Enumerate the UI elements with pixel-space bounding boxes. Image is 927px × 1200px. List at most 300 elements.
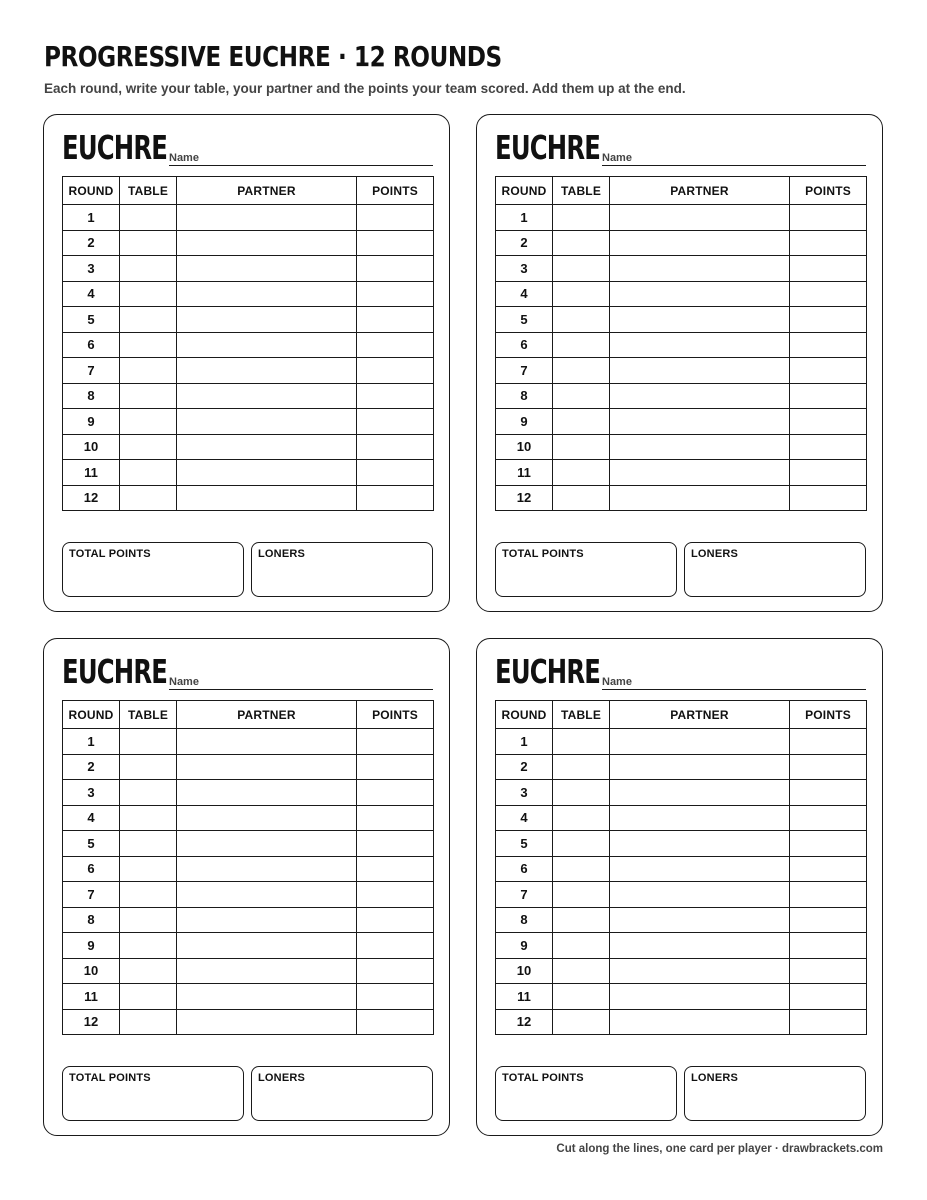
card-title: EUCHRE: [62, 652, 168, 691]
round-number: 9: [496, 933, 553, 959]
column-header-points: POINTS: [790, 177, 867, 205]
column-header-partner: PARTNER: [177, 701, 357, 729]
round-row: [63, 805, 434, 831]
partner-cell[interactable]: [610, 1009, 790, 1035]
partner-cell[interactable]: [177, 754, 357, 780]
table-cell[interactable]: [553, 754, 610, 780]
total-points-label: TOTAL POINTS: [69, 1072, 151, 1084]
score-card: [43, 638, 450, 1136]
points-cell[interactable]: [790, 358, 867, 384]
table-cell[interactable]: [553, 434, 610, 460]
points-cell[interactable]: [357, 780, 434, 806]
table-cell[interactable]: [553, 958, 610, 984]
points-cell[interactable]: [357, 434, 434, 460]
points-cell[interactable]: [357, 805, 434, 831]
table-cell[interactable]: [553, 383, 610, 409]
partner-cell[interactable]: [177, 281, 357, 307]
partner-cell[interactable]: [177, 1009, 357, 1035]
round-number: 5: [63, 831, 120, 857]
partner-cell[interactable]: [610, 754, 790, 780]
round-number: 10: [496, 434, 553, 460]
points-cell[interactable]: [357, 729, 434, 755]
table-cell[interactable]: [120, 485, 177, 511]
points-cell[interactable]: [790, 332, 867, 358]
points-cell[interactable]: [790, 434, 867, 460]
round-row: [63, 907, 434, 933]
partner-cell[interactable]: [610, 205, 790, 231]
partner-cell[interactable]: [177, 729, 357, 755]
column-header-table: TABLE: [120, 701, 177, 729]
round-number: 5: [496, 307, 553, 333]
table-cell[interactable]: [553, 882, 610, 908]
round-row: [63, 882, 434, 908]
round-row: [496, 958, 867, 984]
round-row: [496, 230, 867, 256]
loners-box[interactable]: [251, 1066, 433, 1121]
partner-cell[interactable]: [610, 460, 790, 486]
table-cell[interactable]: [553, 1009, 610, 1035]
partner-cell[interactable]: [610, 409, 790, 435]
round-number: 3: [63, 780, 120, 806]
round-number: 3: [63, 256, 120, 282]
round-number: 10: [63, 958, 120, 984]
points-cell[interactable]: [790, 882, 867, 908]
round-number: 5: [63, 307, 120, 333]
points-cell[interactable]: [357, 460, 434, 486]
loners-box[interactable]: [251, 542, 433, 597]
card-title: EUCHRE: [495, 128, 601, 167]
total-points-label: TOTAL POINTS: [502, 1072, 584, 1084]
round-row: [63, 780, 434, 806]
round-row: [496, 882, 867, 908]
table-cell[interactable]: [120, 1009, 177, 1035]
round-row: [496, 780, 867, 806]
round-row: [496, 754, 867, 780]
round-row: [496, 383, 867, 409]
total-points-box[interactable]: [495, 1066, 677, 1121]
table-cell[interactable]: [553, 307, 610, 333]
table-cell[interactable]: [120, 332, 177, 358]
round-row: [63, 383, 434, 409]
table-cell[interactable]: [120, 230, 177, 256]
round-row: [496, 907, 867, 933]
round-number: 12: [496, 1009, 553, 1035]
round-number: 1: [63, 729, 120, 755]
loners-label: LONERS: [691, 548, 739, 560]
round-number: 8: [63, 907, 120, 933]
partner-cell[interactable]: [177, 230, 357, 256]
table-cell[interactable]: [553, 780, 610, 806]
round-row: [63, 409, 434, 435]
table-cell[interactable]: [120, 281, 177, 307]
round-row: [63, 307, 434, 333]
round-row: [496, 831, 867, 857]
points-cell[interactable]: [357, 358, 434, 384]
round-row: [496, 805, 867, 831]
round-row: [496, 485, 867, 511]
table-cell[interactable]: [553, 805, 610, 831]
round-number: 8: [496, 383, 553, 409]
round-row: [63, 984, 434, 1010]
round-row: [63, 754, 434, 780]
round-row: [63, 256, 434, 282]
card-header: [495, 129, 866, 165]
points-cell[interactable]: [790, 485, 867, 511]
points-cell[interactable]: [357, 831, 434, 857]
round-row: [63, 1009, 434, 1035]
partner-cell[interactable]: [177, 256, 357, 282]
partner-cell[interactable]: [177, 933, 357, 959]
column-header-round: ROUND: [496, 177, 553, 205]
partner-cell[interactable]: [610, 933, 790, 959]
name-field[interactable]: [169, 147, 433, 166]
points-cell[interactable]: [790, 958, 867, 984]
points-cell[interactable]: [357, 230, 434, 256]
round-number: 4: [496, 805, 553, 831]
table-cell[interactable]: [120, 383, 177, 409]
round-row: [496, 460, 867, 486]
partner-cell[interactable]: [610, 805, 790, 831]
round-number: 2: [496, 230, 553, 256]
table-cell[interactable]: [120, 409, 177, 435]
round-row: [63, 856, 434, 882]
footer-note: Cut along the lines, one card per player · drawbrackets.com: [556, 1143, 883, 1155]
partner-cell[interactable]: [177, 984, 357, 1010]
points-cell[interactable]: [790, 383, 867, 409]
table-cell[interactable]: [120, 958, 177, 984]
round-row: [496, 256, 867, 282]
table-cell[interactable]: [120, 729, 177, 755]
table-cell[interactable]: [120, 907, 177, 933]
round-number: 9: [63, 409, 120, 435]
partner-cell[interactable]: [610, 281, 790, 307]
round-number: 7: [63, 358, 120, 384]
loners-label: LONERS: [258, 1072, 306, 1084]
partner-cell[interactable]: [610, 958, 790, 984]
points-cell[interactable]: [790, 984, 867, 1010]
round-number: 11: [63, 460, 120, 486]
total-points-box[interactable]: [495, 542, 677, 597]
partner-cell[interactable]: [177, 460, 357, 486]
table-cell[interactable]: [120, 856, 177, 882]
column-header-round: ROUND: [63, 177, 120, 205]
round-row: [63, 230, 434, 256]
round-row: [496, 307, 867, 333]
points-cell[interactable]: [790, 805, 867, 831]
table-cell[interactable]: [553, 460, 610, 486]
score-card: [476, 114, 883, 612]
loners-box[interactable]: [684, 1066, 866, 1121]
score-card: [43, 114, 450, 612]
partner-cell[interactable]: [177, 856, 357, 882]
partner-cell[interactable]: [610, 856, 790, 882]
table-cell[interactable]: [553, 409, 610, 435]
table-cell[interactable]: [120, 984, 177, 1010]
table-cell[interactable]: [553, 831, 610, 857]
round-row: [63, 729, 434, 755]
score-table: [62, 700, 434, 1035]
points-cell[interactable]: [357, 332, 434, 358]
table-cell[interactable]: [553, 230, 610, 256]
table-cell[interactable]: [553, 856, 610, 882]
column-header-table: TABLE: [553, 177, 610, 205]
round-number: 4: [496, 281, 553, 307]
round-number: 5: [496, 831, 553, 857]
points-cell[interactable]: [357, 281, 434, 307]
partner-cell[interactable]: [610, 485, 790, 511]
name-label: Name: [602, 676, 632, 688]
partner-cell[interactable]: [177, 434, 357, 460]
round-number: 6: [496, 856, 553, 882]
score-card: [476, 638, 883, 1136]
round-number: 1: [496, 205, 553, 231]
table-cell[interactable]: [120, 754, 177, 780]
round-row: [496, 434, 867, 460]
points-cell[interactable]: [357, 856, 434, 882]
table-cell[interactable]: [553, 729, 610, 755]
points-cell[interactable]: [790, 780, 867, 806]
round-number: 2: [496, 754, 553, 780]
round-number: 2: [63, 754, 120, 780]
name-field[interactable]: [602, 671, 866, 690]
partner-cell[interactable]: [177, 409, 357, 435]
round-row: [496, 332, 867, 358]
points-cell[interactable]: [357, 1009, 434, 1035]
table-cell[interactable]: [120, 831, 177, 857]
round-row: [496, 205, 867, 231]
points-cell[interactable]: [790, 907, 867, 933]
round-number: 9: [496, 409, 553, 435]
partner-cell[interactable]: [177, 907, 357, 933]
partner-cell[interactable]: [177, 485, 357, 511]
table-cell[interactable]: [120, 882, 177, 908]
round-row: [496, 1009, 867, 1035]
round-number: 8: [63, 383, 120, 409]
partner-cell[interactable]: [610, 831, 790, 857]
total-points-box[interactable]: [62, 1066, 244, 1121]
points-cell[interactable]: [790, 307, 867, 333]
round-number: 11: [63, 984, 120, 1010]
points-cell[interactable]: [357, 256, 434, 282]
points-cell[interactable]: [790, 256, 867, 282]
points-cell[interactable]: [790, 831, 867, 857]
points-cell[interactable]: [790, 460, 867, 486]
header-row: [496, 177, 867, 205]
partner-cell[interactable]: [610, 383, 790, 409]
card-title: EUCHRE: [62, 128, 168, 167]
points-cell[interactable]: [357, 383, 434, 409]
round-number: 12: [496, 485, 553, 511]
table-cell[interactable]: [120, 780, 177, 806]
partner-cell[interactable]: [610, 307, 790, 333]
table-cell[interactable]: [120, 434, 177, 460]
header-row: [496, 701, 867, 729]
name-label: Name: [602, 152, 632, 164]
round-number: 7: [496, 882, 553, 908]
points-cell[interactable]: [357, 307, 434, 333]
round-row: [63, 281, 434, 307]
points-cell[interactable]: [357, 933, 434, 959]
round-number: 11: [496, 460, 553, 486]
table-cell[interactable]: [120, 358, 177, 384]
round-number: 8: [496, 907, 553, 933]
table-cell[interactable]: [553, 933, 610, 959]
points-cell[interactable]: [357, 205, 434, 231]
loners-box[interactable]: [684, 542, 866, 597]
header-row: [63, 701, 434, 729]
partner-cell[interactable]: [177, 205, 357, 231]
round-number: 6: [496, 332, 553, 358]
points-cell[interactable]: [790, 1009, 867, 1035]
partner-cell[interactable]: [610, 230, 790, 256]
column-header-round: ROUND: [63, 701, 120, 729]
round-number: 7: [496, 358, 553, 384]
total-points-box[interactable]: [62, 542, 244, 597]
round-row: [63, 332, 434, 358]
round-row: [63, 831, 434, 857]
table-cell[interactable]: [553, 332, 610, 358]
round-row: [496, 856, 867, 882]
partner-cell[interactable]: [610, 984, 790, 1010]
round-number: 1: [63, 205, 120, 231]
name-field[interactable]: [602, 147, 866, 166]
table-cell[interactable]: [120, 805, 177, 831]
table-cell[interactable]: [120, 307, 177, 333]
points-cell[interactable]: [790, 230, 867, 256]
round-row: [63, 485, 434, 511]
points-cell[interactable]: [790, 856, 867, 882]
column-header-points: POINTS: [357, 177, 434, 205]
card-title: EUCHRE: [495, 652, 601, 691]
round-row: [63, 933, 434, 959]
round-number: 4: [63, 805, 120, 831]
column-header-partner: PARTNER: [177, 177, 357, 205]
partner-cell[interactable]: [177, 780, 357, 806]
partner-cell[interactable]: [177, 882, 357, 908]
round-number: 12: [63, 1009, 120, 1035]
loners-label: LONERS: [258, 548, 306, 560]
table-cell[interactable]: [120, 205, 177, 231]
round-row: [63, 460, 434, 486]
name-label: Name: [169, 676, 199, 688]
partner-cell[interactable]: [177, 958, 357, 984]
column-header-points: POINTS: [357, 701, 434, 729]
round-number: 12: [63, 485, 120, 511]
name-label: Name: [169, 152, 199, 164]
score-table: [495, 176, 867, 511]
partner-cell[interactable]: [177, 831, 357, 857]
round-number: 10: [63, 434, 120, 460]
table-cell[interactable]: [553, 485, 610, 511]
table-cell[interactable]: [553, 984, 610, 1010]
round-row: [63, 434, 434, 460]
card-header: [62, 653, 433, 689]
round-row: [496, 281, 867, 307]
points-cell[interactable]: [357, 958, 434, 984]
round-row: [63, 205, 434, 231]
column-header-partner: PARTNER: [610, 177, 790, 205]
points-cell[interactable]: [790, 754, 867, 780]
column-header-table: TABLE: [120, 177, 177, 205]
points-cell[interactable]: [357, 754, 434, 780]
points-cell[interactable]: [790, 205, 867, 231]
card-header: [62, 129, 433, 165]
loners-label: LONERS: [691, 1072, 739, 1084]
name-field[interactable]: [169, 671, 433, 690]
partner-cell[interactable]: [610, 780, 790, 806]
partner-cell[interactable]: [610, 358, 790, 384]
table-cell[interactable]: [120, 933, 177, 959]
round-number: 4: [63, 281, 120, 307]
points-cell[interactable]: [790, 281, 867, 307]
points-cell[interactable]: [357, 907, 434, 933]
round-row: [63, 358, 434, 384]
table-cell[interactable]: [120, 256, 177, 282]
points-cell[interactable]: [357, 409, 434, 435]
partner-cell[interactable]: [177, 358, 357, 384]
points-cell[interactable]: [357, 485, 434, 511]
partner-cell[interactable]: [177, 307, 357, 333]
page-subtitle: Each round, write your table, your partner and the points your team scored. Add them up at the end.: [44, 81, 686, 96]
round-row: [496, 409, 867, 435]
points-cell[interactable]: [790, 729, 867, 755]
round-row: [63, 958, 434, 984]
round-number: 3: [496, 256, 553, 282]
card-header: [495, 653, 866, 689]
page-title: PROGRESSIVE EUCHRE · 12 ROUNDS: [44, 40, 502, 73]
round-number: 6: [63, 332, 120, 358]
round-number: 2: [63, 230, 120, 256]
round-row: [496, 358, 867, 384]
points-cell[interactable]: [790, 933, 867, 959]
table-cell[interactable]: [553, 358, 610, 384]
column-header-table: TABLE: [553, 701, 610, 729]
column-header-partner: PARTNER: [610, 701, 790, 729]
partner-cell[interactable]: [610, 332, 790, 358]
table-cell[interactable]: [553, 256, 610, 282]
partner-cell[interactable]: [177, 805, 357, 831]
round-number: 1: [496, 729, 553, 755]
round-number: 9: [63, 933, 120, 959]
round-row: [496, 933, 867, 959]
table-cell[interactable]: [553, 281, 610, 307]
score-table: [495, 700, 867, 1035]
partner-cell[interactable]: [177, 383, 357, 409]
partner-cell[interactable]: [610, 729, 790, 755]
points-cell[interactable]: [357, 882, 434, 908]
round-number: 6: [63, 856, 120, 882]
partner-cell[interactable]: [610, 882, 790, 908]
points-cell[interactable]: [790, 409, 867, 435]
total-points-label: TOTAL POINTS: [502, 548, 584, 560]
partner-cell[interactable]: [177, 332, 357, 358]
points-cell[interactable]: [357, 984, 434, 1010]
round-row: [496, 729, 867, 755]
total-points-label: TOTAL POINTS: [69, 548, 151, 560]
table-cell[interactable]: [553, 205, 610, 231]
round-row: [496, 984, 867, 1010]
table-cell[interactable]: [553, 907, 610, 933]
header-row: [63, 177, 434, 205]
round-number: 7: [63, 882, 120, 908]
round-number: 3: [496, 780, 553, 806]
partner-cell[interactable]: [610, 434, 790, 460]
column-header-round: ROUND: [496, 701, 553, 729]
table-cell[interactable]: [120, 460, 177, 486]
partner-cell[interactable]: [610, 907, 790, 933]
partner-cell[interactable]: [610, 256, 790, 282]
score-table: [62, 176, 434, 511]
